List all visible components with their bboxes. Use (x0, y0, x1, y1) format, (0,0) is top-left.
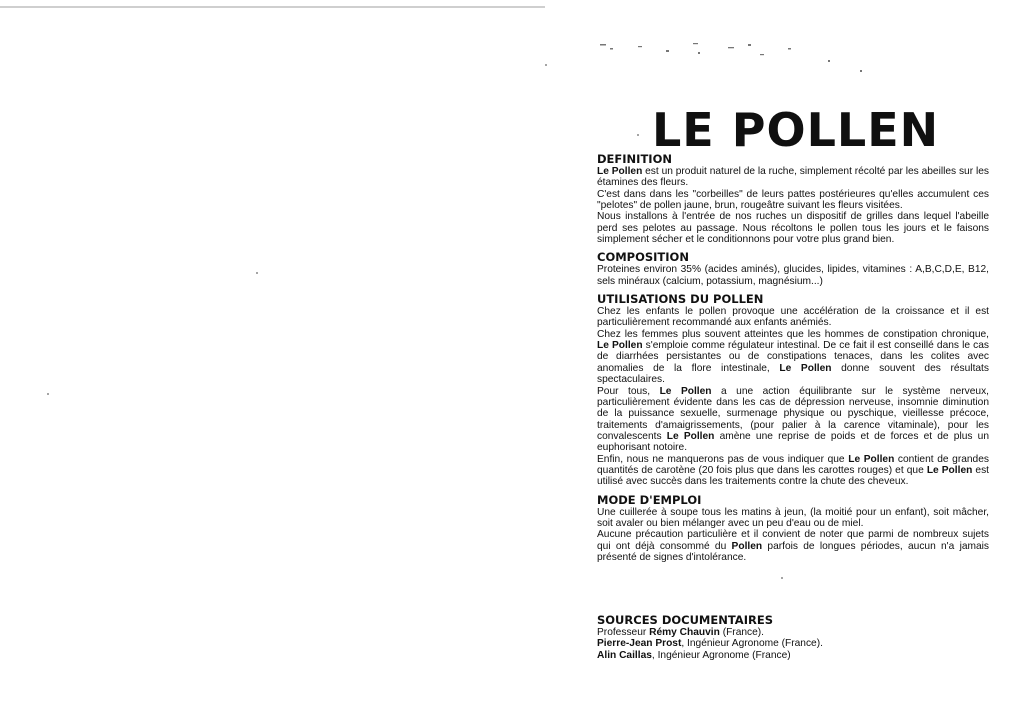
definition-heading: DEFINITION (597, 152, 672, 166)
bold-term: Le Pollen (659, 385, 712, 397)
text-run: (France). (719, 627, 765, 638)
composition-heading: COMPOSITION (597, 250, 689, 265)
text-run: amène une reprise de poids et de forces et de plus un euphorisant notoire. (597, 430, 989, 454)
scan-speck (637, 134, 639, 136)
bold-term: Pollen (731, 540, 763, 552)
definition-paragraph-2: C'est dans dans les "corbeilles" de leurs pattes postérieures qu'elles accumulent ces "pelotes" de pollen jaune, brun, rougeâtre suivant les fleurs visitées. (597, 188, 989, 212)
bold-term: Le Pollen (848, 453, 895, 465)
scan-speck (47, 393, 49, 395)
text-run: parfois de longues périodes, aucun n'a jamais présenté de signes d'intolérance. (597, 540, 990, 563)
scan-speck (545, 64, 547, 66)
bold-term: Rémy Chauvin (649, 627, 720, 638)
bold-term: Pierre-Jean Prost (597, 638, 682, 650)
document-body (597, 153, 989, 563)
utilisations-paragraph-3 (597, 386, 989, 454)
scan-speck (256, 272, 258, 274)
source-line-2 (597, 638, 989, 649)
scan-smudges (598, 40, 868, 80)
text-run: Aucune précaution particulière et il convient de noter que parmi de nombreux sujets qui ont déjà consommé du (597, 529, 989, 552)
composition-paragraph-1: Proteines environ 35% (acides aminés), glucides, lipides, vitamines : A,B,C,D,E, B12, sels minéraux (calcium, potassium, magnésium...) (597, 264, 989, 287)
text-run: , Ingénieur Agronome (France). (681, 638, 823, 650)
utilisations-paragraph-1: Chez les enfants le pollen provoque une accélération de la croissance et il est particulièrement recommandé aux enfants anémiés. (597, 306, 989, 329)
source-line-3 (597, 650, 989, 661)
bold-term: Le Pollen (597, 166, 643, 177)
mode-emploi-paragraph-1: Une cuillerée à soupe tous les matins à jeun, (la moitié pour un enfant), soit mâcher, soit avaler ou bien mélanger avec un peu d'eau ou de miel. (597, 506, 989, 529)
bold-term: Le Pollen (597, 340, 643, 352)
bold-term: Le Pollen (926, 464, 973, 476)
text-run: est utilisé avec succès dans les traitements contre la chute des cheveux. (597, 464, 989, 488)
definition-paragraph-3: Nous installons à l'entrée de nos ruches un dispositif de grilles dans lequel l'abeille perd ses pelotes au passage. Nous récoltons le pollen tous les jours et le faisons simplement sécher et le conditionnons pour votre plus grand bien. (597, 211, 989, 246)
text-run: a une action équilibrante sur le système nerveux, particulièrement évidente dans les cas de dépression nerveuse, insomnie diminution de la puissance sexuelle, surmenage physique ou pyschique, vieillesse précoce, traitements d'amaigrissements, (pour palier à la carence vitaminale), pour les convalescents (597, 385, 989, 442)
document-title: LE POLLEN (652, 103, 940, 157)
utilisations-paragraph-4 (597, 454, 989, 488)
bold-term: Le Pollen (666, 430, 715, 442)
text-run: contient de grandes quantités de carotène (20 fois plus que dans les carottes rouges) et que (597, 453, 989, 476)
text-run: Pour tous, (597, 385, 660, 397)
mode-emploi-paragraph-2 (597, 529, 989, 563)
utilisations-paragraph-2 (597, 329, 989, 386)
section-mode-emploi (597, 494, 989, 564)
text-run: Enfin, nous ne manquerons pas de vous indiquer que (597, 453, 849, 465)
text-run: Chez les femmes plus souvent atteintes que les hommes de constipation chronique, (597, 328, 989, 340)
text-run: Professeur (597, 627, 650, 638)
bold-term: Le Pollen (779, 362, 832, 374)
bold-term: Alin Caillas (597, 649, 652, 661)
mode-emploi-heading: MODE D'EMPLOI (597, 492, 702, 507)
section-composition (597, 251, 989, 287)
section-definition (597, 153, 989, 245)
scan-top-rule (0, 6, 545, 8)
utilisations-heading: UTILISATIONS DU POLLEN (597, 292, 764, 307)
text-run: donne souvent des résultats spectaculaires. (597, 362, 989, 386)
section-utilisations (597, 293, 989, 488)
text-run: s'emploie comme régulateur intestinal. De ce fait il est conseillé dans le cas de diarrhées persistantes ou de constipations tenaces, dans les colites avec anomalies de la flore intestinale, (597, 340, 989, 374)
definition-paragraph-1 (597, 166, 989, 189)
text-run: , Ingénieur Agronome (France) (651, 649, 791, 661)
source-line-1 (597, 627, 989, 638)
scan-speck (781, 577, 783, 579)
section-sources (597, 614, 989, 661)
text-run: est un produit naturel de la ruche, simplement récolté par les abeilles sur les étamines des fleurs. (597, 166, 989, 189)
sources-heading: SOURCES DOCUMENTAIRES (597, 613, 773, 627)
